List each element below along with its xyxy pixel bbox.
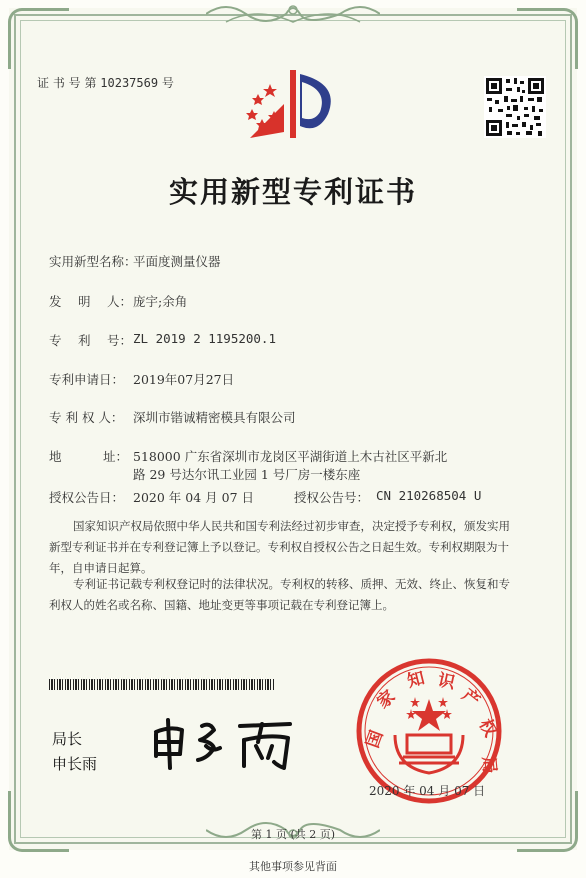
grant-date-value: 2020 年 04 月 07 日 <box>133 490 254 505</box>
grant-date-label: 授权公告日： <box>49 490 125 505</box>
svg-text:局: 局 <box>478 755 500 775</box>
svg-text:国: 国 <box>362 727 388 751</box>
handwritten-signature-icon <box>150 712 298 772</box>
cert-number-suffix: 号 <box>161 76 174 90</box>
page-title: 实用新型专利证书 <box>168 175 417 209</box>
top-ornament-icon <box>206 0 380 28</box>
svg-text:产: 产 <box>457 685 484 712</box>
address-label: 地 址： <box>49 449 128 464</box>
filing-date-value: 2019年07月27日 <box>133 372 235 387</box>
qr-code-icon <box>484 76 546 138</box>
utility-model-name-value: 平面度测量仪器 <box>133 254 221 269</box>
filing-date-label: 专利申请日： <box>49 372 125 387</box>
inventor-value: 庞宇;余角 <box>133 294 188 309</box>
cnipa-logo-icon <box>240 64 344 144</box>
certificate-number <box>37 74 174 91</box>
grant-number-value: CN 210268504 U <box>376 488 482 503</box>
page-number: 第 1 页 (共 2 页) <box>250 828 336 841</box>
address-line-1: 518000 广东省深圳市龙岗区平湖街道上木古社区平新北 <box>133 449 448 464</box>
svg-text:知: 知 <box>405 668 427 692</box>
legal-status-paragraph: 专利证书记载专利权登记时的法律状况。专利权的转移、质押、无效、终止、恢复和专利权人的姓名或名称、国籍、地址变更等事项记载在专利登记簿上。 <box>49 577 510 612</box>
patent-number-value: ZL 2019 2 1195200.1 <box>133 331 276 346</box>
svg-text:识: 识 <box>435 670 457 694</box>
director-title: 局长 <box>52 730 83 748</box>
cert-number-label: 证 书 号 第 <box>37 76 97 90</box>
corner-ornament <box>517 8 578 69</box>
corner-ornament <box>8 8 69 69</box>
grant-statement-paragraph: 国家知识产权局依照中华人民共和国专利法经过初步审查，决定授予专利权，颁发实用新型专利证书并在专利登记簿上予以登记。专利权自授权公告之日起生效。专利权期限为十年，自申请日起算。 <box>49 519 510 575</box>
utility-model-name-label: 实用新型名称： <box>49 254 137 269</box>
cert-number-value: 10237569 <box>100 76 159 90</box>
grant-number-label: 授权公告号： <box>294 490 370 505</box>
patentee-value: 深圳市锴诚精密模具有限公司 <box>133 410 296 425</box>
barcode-icon <box>49 679 275 690</box>
corner-ornament <box>517 791 578 852</box>
patent-number-label: 专 利 号： <box>49 333 132 348</box>
seal-date: 2020 年 04 月 07 日 <box>369 784 486 798</box>
address-line-2: 路 29 号达尔讯工业园 1 号厂房一楼东座 <box>133 467 361 482</box>
svg-text:权: 权 <box>474 715 501 741</box>
corner-ornament <box>8 791 69 852</box>
patentee-label: 专 利 权 人： <box>49 410 124 425</box>
director-name: 申长雨 <box>52 755 98 773</box>
svg-text:家: 家 <box>373 686 400 713</box>
footer-note: 其他事项参见背面 <box>249 860 337 873</box>
inventor-label: 发 明 人： <box>49 294 132 309</box>
